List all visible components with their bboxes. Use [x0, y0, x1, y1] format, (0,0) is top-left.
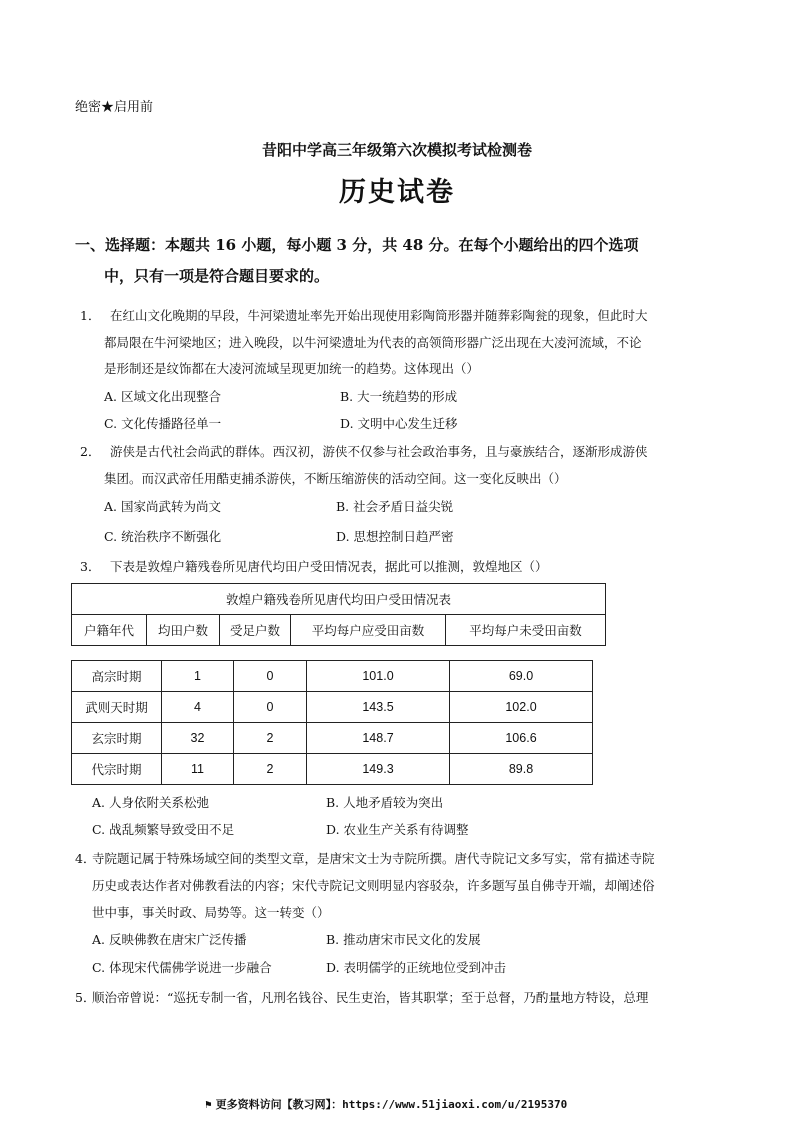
footer-text: 更多资料访问【教习网】：https://www.51jiaoxi.com/u/2195370: [215, 1098, 568, 1111]
q3-option-c: C. 战乱频繁导致受田不足: [92, 822, 235, 837]
q2-option-b: B. 社会矛盾日益尖锐: [336, 499, 454, 514]
page-title: 历史试卷: [339, 177, 455, 208]
q4-option-b: B. 推动唐宋市民文化的发展: [326, 932, 481, 947]
table-cell: 0: [234, 692, 307, 723]
q1-number: 1．: [80, 308, 101, 323]
table-cell: 1: [162, 661, 234, 692]
table-row: [72, 754, 593, 785]
table-cell: 32: [162, 723, 234, 754]
table-cell: 2: [234, 723, 307, 754]
land-table-body: [71, 660, 593, 785]
q4-text-line3: 世中事，事关时政、局势等。这一转变（）: [92, 905, 330, 920]
q1-line1: [80, 306, 648, 324]
table-cell: 0: [234, 661, 307, 692]
table-cell: 4: [162, 692, 234, 723]
table-cell: 102.0: [450, 692, 593, 723]
table-cell: 玄宗时期: [72, 723, 162, 754]
q1-option-b: B. 大一统趋势的形成: [340, 389, 458, 404]
q3-option-a: A. 人身依附关系松弛: [92, 795, 209, 810]
table-header-cell: 均田户数: [147, 615, 220, 646]
q1-text-line2: 都局限在牛河梁地区；进入晚段，以牛河梁遗址为代表的高领筒形器广泛出现在大凌河流域，不论: [104, 335, 642, 350]
q2-text-line1: 游侠是古代社会尚武的群体。西汉初，游侠不仅参与社会政治事务，且与豪族结合，逐渐形成游侠: [110, 444, 648, 459]
confidential-label: 绝密★启用前: [75, 100, 154, 115]
land-table-header: [71, 583, 606, 646]
table-header-cell: 平均每户未受田亩数: [446, 615, 606, 646]
table-row: [72, 661, 593, 692]
q4-option-c: C. 体现宋代儒佛学说进一步融合: [92, 960, 272, 975]
q4-option-d: D. 表明儒学的正统地位受到冲击: [326, 960, 507, 975]
table-cell: 106.6: [450, 723, 593, 754]
table-cell: 11: [162, 754, 234, 785]
q3-text-line1: 下表是敦煌户籍残卷所见唐代均田户受田情况表，据此可以推测，敦煌地区（）: [110, 559, 548, 574]
q2-text-line2: 集团。而汉武帝任用酷吏捕杀游侠，不断压缩游侠的活动空间。这一变化反映出（）: [104, 471, 567, 486]
q3-option-b: B. 人地矛盾较为突出: [326, 795, 444, 810]
table-cell: 101.0: [307, 661, 450, 692]
table-cell: 69.0: [450, 661, 593, 692]
q1-option-d: D. 文明中心发生迁移: [340, 416, 458, 431]
q3-number: 3．: [80, 559, 101, 574]
table-header-cell: 平均每户应受田亩数: [291, 615, 446, 646]
q4-text-line2: 历史或表达作者对佛教看法的内容；宋代寺院记文则明显内容驳杂，许多题写虽自佛寺开端，却阐述俗: [92, 878, 655, 893]
table-row: [72, 723, 593, 754]
q4-text-line1: 寺院题记属于特殊场域空间的类型文章，是唐宋文士为寺院所撰。唐代寺院记文多写实，常有描述寺院: [92, 851, 655, 866]
section-heading-line2: 中，只有一项是符合题目要求的。: [104, 267, 330, 285]
table-cell: 143.5: [307, 692, 450, 723]
q2-option-d: D. 思想控制日趋严密: [336, 529, 454, 544]
table-cell: 149.3: [307, 754, 450, 785]
q4-line1: [75, 849, 655, 867]
q5-number: 5．: [75, 990, 96, 1005]
table-cell: 武则天时期: [72, 692, 162, 723]
table-cell: 高宗时期: [72, 661, 162, 692]
table-header-cell: 受足户数: [220, 615, 291, 646]
table-cell: 148.7: [307, 723, 450, 754]
table-title: 敦煌户籍残卷所见唐代均田户受田情况表: [72, 584, 606, 615]
section-heading-line1: 一、选择题：本题共 16 小题，每小题 3 分，共 48 分。在每个小题给出的四个选项: [75, 236, 639, 254]
q2-line1: [80, 442, 648, 460]
q1-option-c: C. 文化传播路径单一: [104, 416, 222, 431]
q1-text-line1: 在红山文化晚期的早段，牛河梁遗址率先开始出现使用彩陶筒形器并随葬彩陶瓮的现象，但此时大: [110, 308, 648, 323]
table-cell: 2: [234, 754, 307, 785]
q2-number: 2．: [80, 444, 101, 459]
q4-number: 4．: [75, 851, 96, 866]
q5-text-line1: 顺治帝曾说：“巡抚专制一省，凡刑名钱谷、民生吏治，皆其职掌；至于总督，乃酌量地方特设，总理: [92, 990, 649, 1005]
q4-option-a: A. 反映佛教在唐宋广泛传播: [92, 932, 247, 947]
q3-line1: [80, 557, 548, 575]
table-row: [72, 692, 593, 723]
table-cell: 89.8: [450, 754, 593, 785]
q3-option-d: D. 农业生产关系有待调整: [326, 822, 469, 837]
footer-link[interactable]: [205, 1096, 567, 1112]
q1-option-a: A. 区域文化出现整合: [104, 389, 221, 404]
flag-icon: ⚑: [205, 1098, 212, 1111]
q2-option-c: C. 统治秩序不断强化: [104, 529, 222, 544]
q1-text-line3: 是形制还是纹饰都在大凌河流域呈现更加统一的趋势。这体现出（）: [104, 361, 480, 376]
q2-option-a: A. 国家尚武转为尚文: [104, 499, 221, 514]
table-cell: 代宗时期: [72, 754, 162, 785]
q5-line1: [75, 988, 648, 1006]
school-exam-title: 昔阳中学高三年级第六次模拟考试检测卷: [261, 141, 532, 159]
table-header-cell: 户籍年代: [72, 615, 147, 646]
